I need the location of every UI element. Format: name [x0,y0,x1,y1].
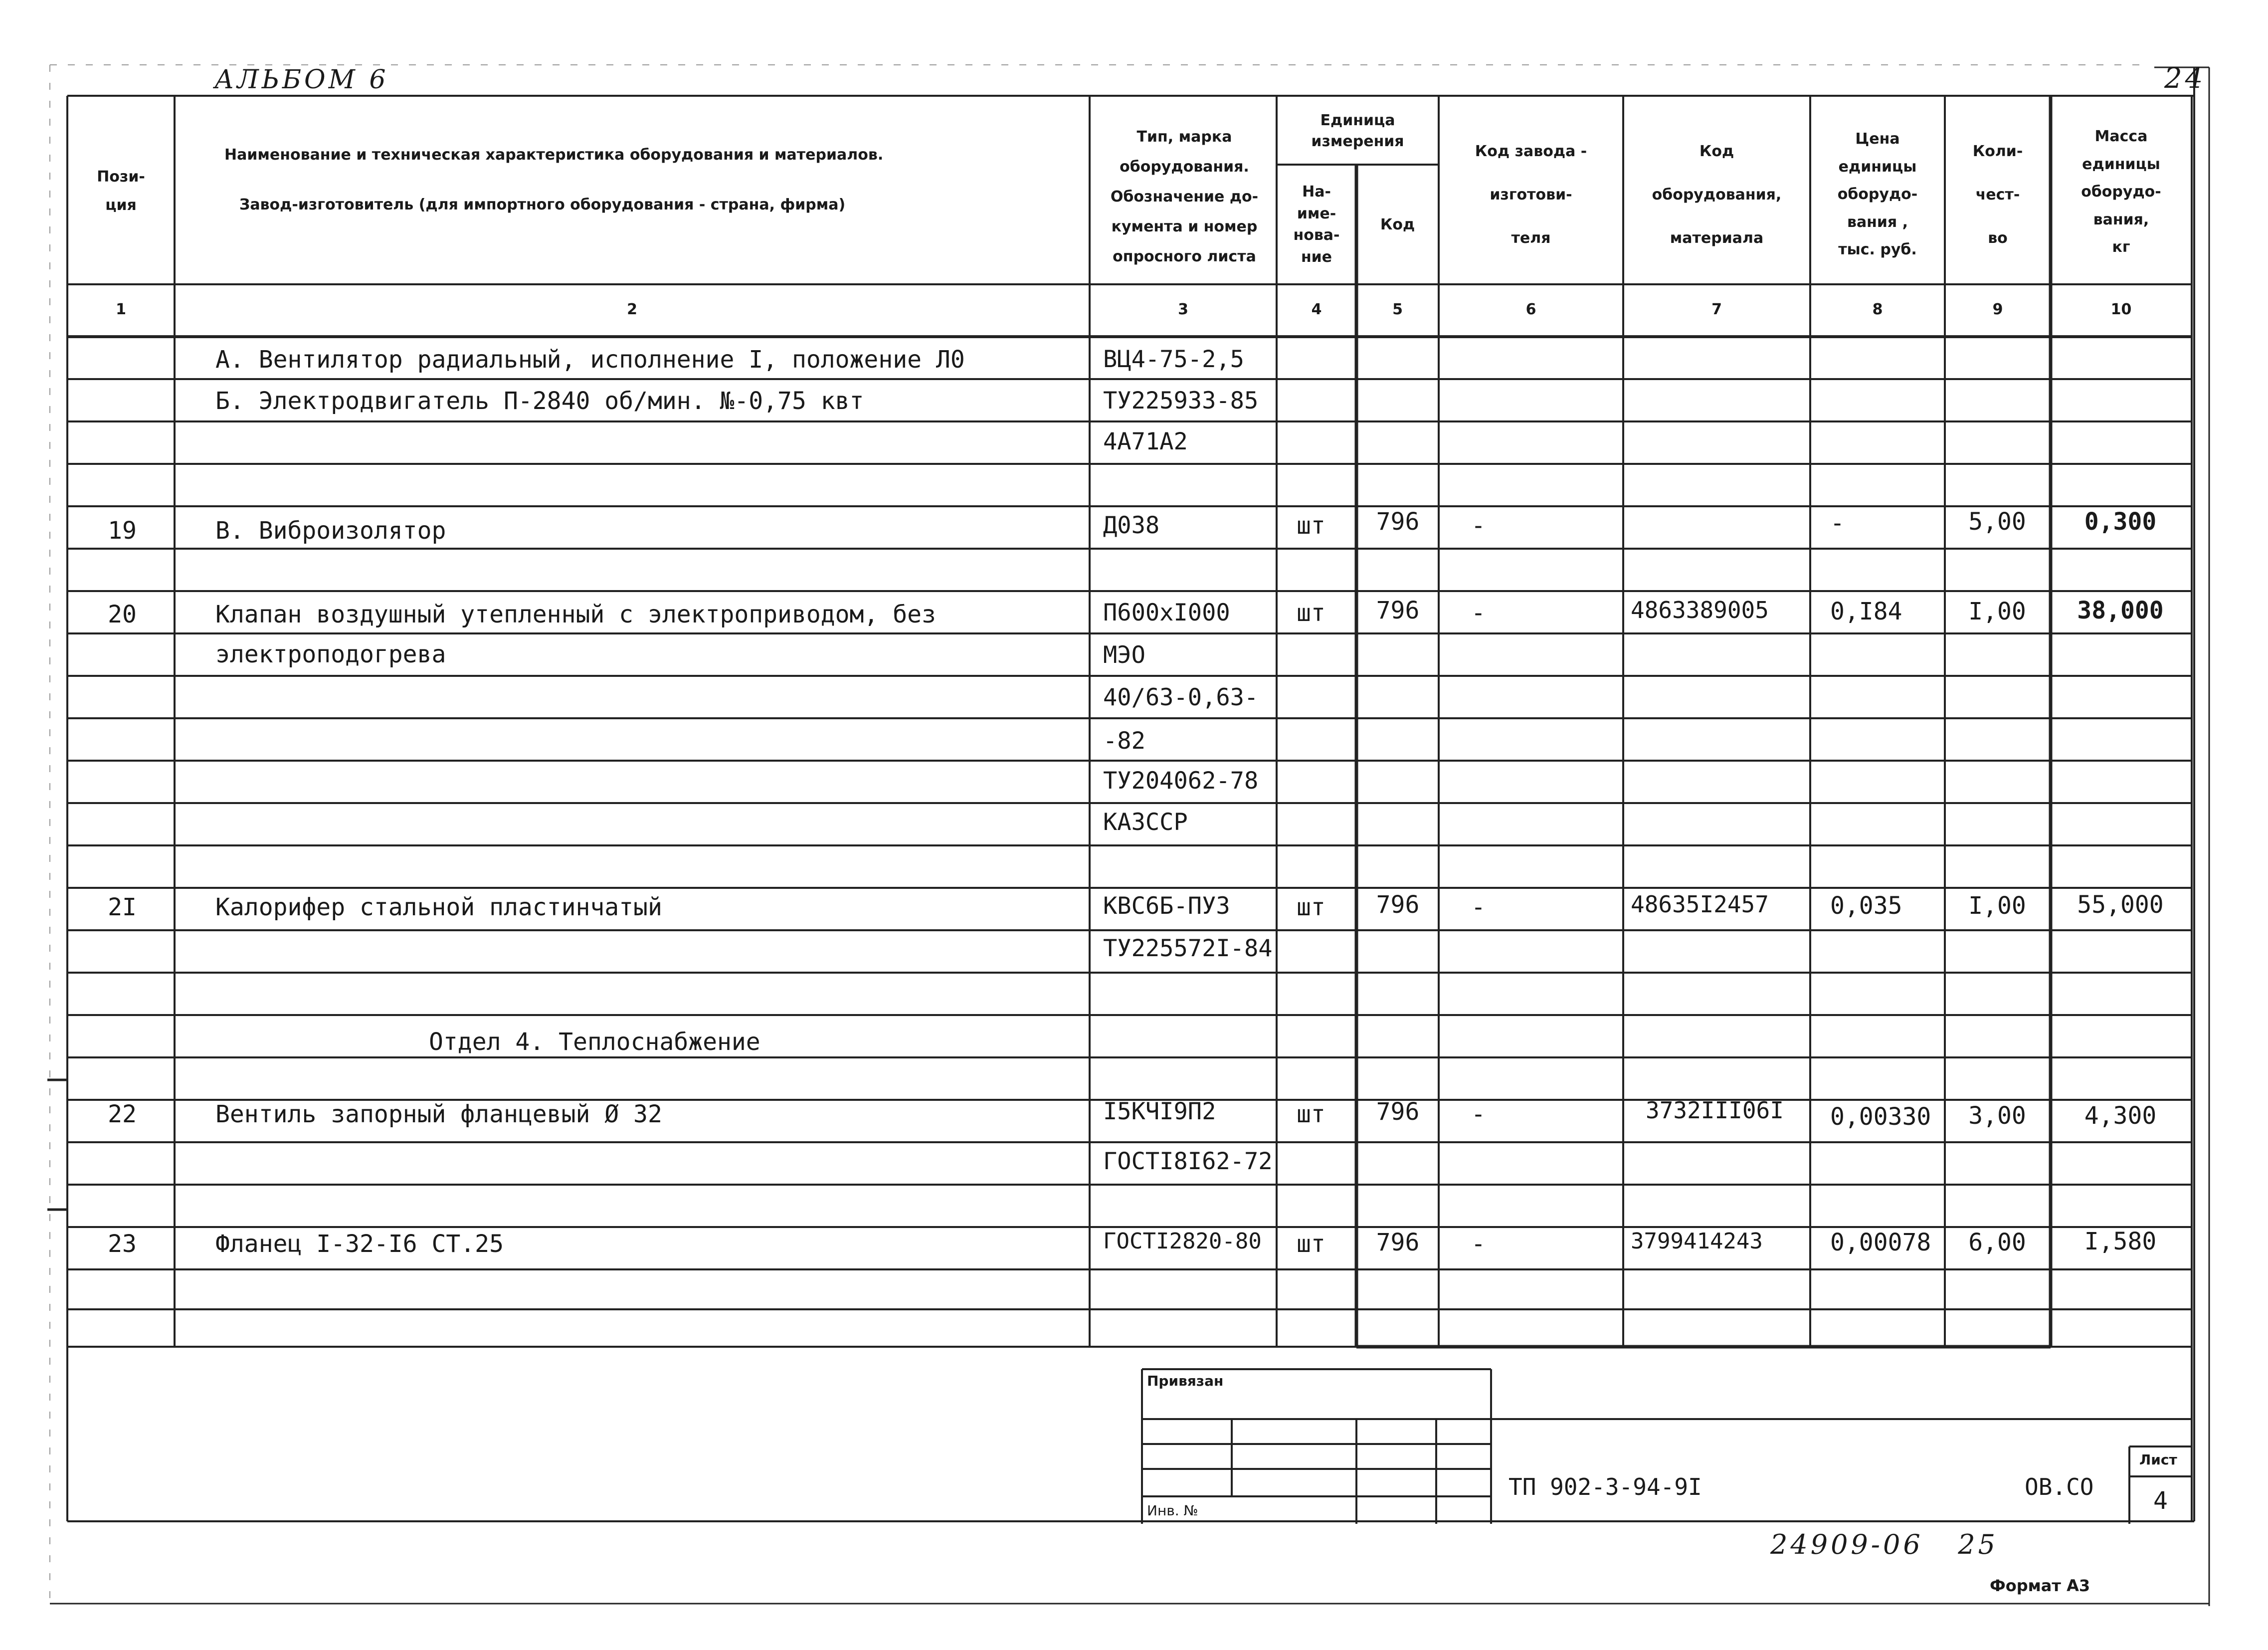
row-21-equipment-code: 48635I2457 [1631,891,1769,918]
row-19-type: Д038 [1103,512,1160,539]
col-number-10: 10 [2110,300,2132,318]
row-20-type-6: КАЗССР [1103,809,1188,836]
row-23-type: ГОСТI2820-80 [1103,1229,1262,1254]
row-21-price: 0,035 [1830,892,1902,920]
stamp-bound-label: Привязан [1147,1373,1224,1389]
row-22-manufacturer-code: - [1471,1100,1486,1128]
row-b-type-2: 4А71А2 [1103,428,1188,455]
row-23-unit: шт [1297,1230,1325,1258]
row-19-quantity: 5,00 [1968,508,2026,536]
header-manufacturer-code: Код завода - изготови- теля [1475,142,1587,247]
header-mass: Масса единицы оборудо- вания, кг [2081,128,2161,256]
row-22-price: 0,00330 [1830,1103,1931,1131]
row-20-name-2: электроподогрева [215,640,446,668]
header-name: Наименование и техническая характеристика оборудования и материалов. [224,146,884,164]
row-20-equipment-code: 4863389005 [1631,597,1769,623]
row-19-position: 19 [108,517,137,545]
document-code: ТП 902-3-94-9I [1509,1473,1702,1500]
row-20-type-3: 40/63-0,63- [1103,684,1259,711]
row-20-type-4: -82 [1103,727,1145,755]
row-19-price: - [1830,509,1845,537]
row-21-unit-code: 796 [1376,891,1420,919]
row-21-type-2: ТУ225572I-84 [1103,935,1273,962]
header-unit-code: Код [1380,215,1415,233]
row-23-quantity: 6,00 [1968,1229,2026,1256]
col-number-1: 1 [116,300,126,318]
section-heading: Отдел 4. Теплоснабжение [429,1028,760,1056]
row-20-unit-code: 796 [1376,597,1420,624]
row-20-manufacturer-code: - [1471,599,1486,627]
header-quantity: Коли- чест- во [1972,142,2023,247]
row-a-type: ВЦ4-75-2,5 [1103,346,1244,373]
row-20-quantity: I,00 [1968,598,2026,625]
row-20-type: П600хI000 [1103,599,1230,626]
row-21-unit: шт [1297,893,1325,921]
row-23-equipment-code: 3799414243 [1631,1229,1763,1254]
col-number-6: 6 [1525,300,1536,318]
row-20-unit: шт [1297,599,1325,627]
row-23-mass: I,580 [2084,1228,2157,1255]
header-position: Пози- ция [97,168,145,214]
row-19-mass: 0,300 [2084,508,2157,536]
header-equipment-code: Код оборудования, материала [1652,142,1782,247]
row-20-mass: 38,000 [2077,597,2164,624]
row-21-quantity: I,00 [1968,892,2026,920]
header-unit: Единица измерения [1311,111,1404,150]
col-number-8: 8 [1872,300,1883,318]
row-23-price: 0,00078 [1830,1229,1931,1256]
row-23-manufacturer-code: - [1471,1230,1486,1258]
document-mark: ОВ.СО [2025,1473,2094,1500]
header-type: Тип, марка оборудования. Обозначение до- кумента и номер опросного листа [1110,128,1259,265]
row-22-type: I5КЧI9П2 [1103,1098,1216,1125]
handwritten-archive-number: 24909-06 25 [1770,1529,1998,1560]
row-b-name: Б. Электродвигатель П-2840 об/мин. №-0,75 квт [215,387,864,415]
col-number-7: 7 [1711,300,1722,318]
row-21-name: Калорифер стальной пластинчатый [215,893,662,921]
col-number-4: 4 [1311,300,1322,318]
sheet-label: Лист [2139,1451,2177,1468]
row-20-type-5: ТУ204062-78 [1103,767,1259,795]
row-19-unit: шт [1297,512,1325,540]
format-label: Формат А3 [1990,1576,2090,1595]
row-19-name: В. Виброизолятор [215,517,446,545]
header-unit-name: На- име- нова- ние [1293,183,1340,266]
row-22-name: Вентиль запорный фланцевый Ø 32 [215,1100,662,1128]
row-20-position: 20 [108,601,137,628]
row-22-quantity: 3,00 [1968,1102,2026,1130]
stamp-inventory-label: Инв. № [1147,1502,1198,1519]
row-23-position: 23 [108,1230,137,1258]
row-22-unit: шт [1297,1100,1325,1128]
row-23-name: Фланец I-32-I6 СТ.25 [215,1230,504,1258]
header-price: Цена единицы оборудо- вания , тыс. руб. [1837,130,1918,259]
sheet-number: 4 [2153,1487,2168,1515]
row-22-equipment-code: 3732III06I [1646,1097,1784,1124]
row-19-manufacturer-code: - [1471,512,1486,540]
row-20-name: Клапан воздушный утепленный с электроприводом, без [215,601,936,628]
row-22-unit-code: 796 [1376,1098,1420,1126]
row-21-type: КВС6Б-ПУ3 [1103,892,1230,920]
row-22-type-2: ГОСТI8I62-72 [1103,1148,1273,1175]
row-22-position: 22 [108,1100,137,1128]
row-22-mass: 4,300 [2084,1102,2157,1130]
row-a-name: А. Вентилятор радиальный, исполнение I, положение Л0 [215,346,965,374]
row-b-type: ТУ225933-85 [1103,387,1259,414]
col-number-5: 5 [1392,300,1403,318]
col-number-9: 9 [1992,300,2003,318]
page-number: 24 [2164,62,2206,95]
col-number-3: 3 [1178,300,1188,318]
row-21-position: 2I [108,893,137,921]
row-19-unit-code: 796 [1376,508,1420,536]
row-23-unit-code: 796 [1376,1229,1420,1256]
row-21-manufacturer-code: - [1471,893,1486,921]
row-20-price: 0,I84 [1830,598,1902,625]
row-20-type-2: МЭО [1103,641,1145,669]
album-label: АЛЬБОМ 6 [214,65,389,95]
row-21-mass: 55,000 [2077,891,2164,919]
col-number-2: 2 [627,300,637,318]
header-manufacturer: Завод-изготовитель (для импортного оборудования - страна, фирма) [239,196,846,213]
